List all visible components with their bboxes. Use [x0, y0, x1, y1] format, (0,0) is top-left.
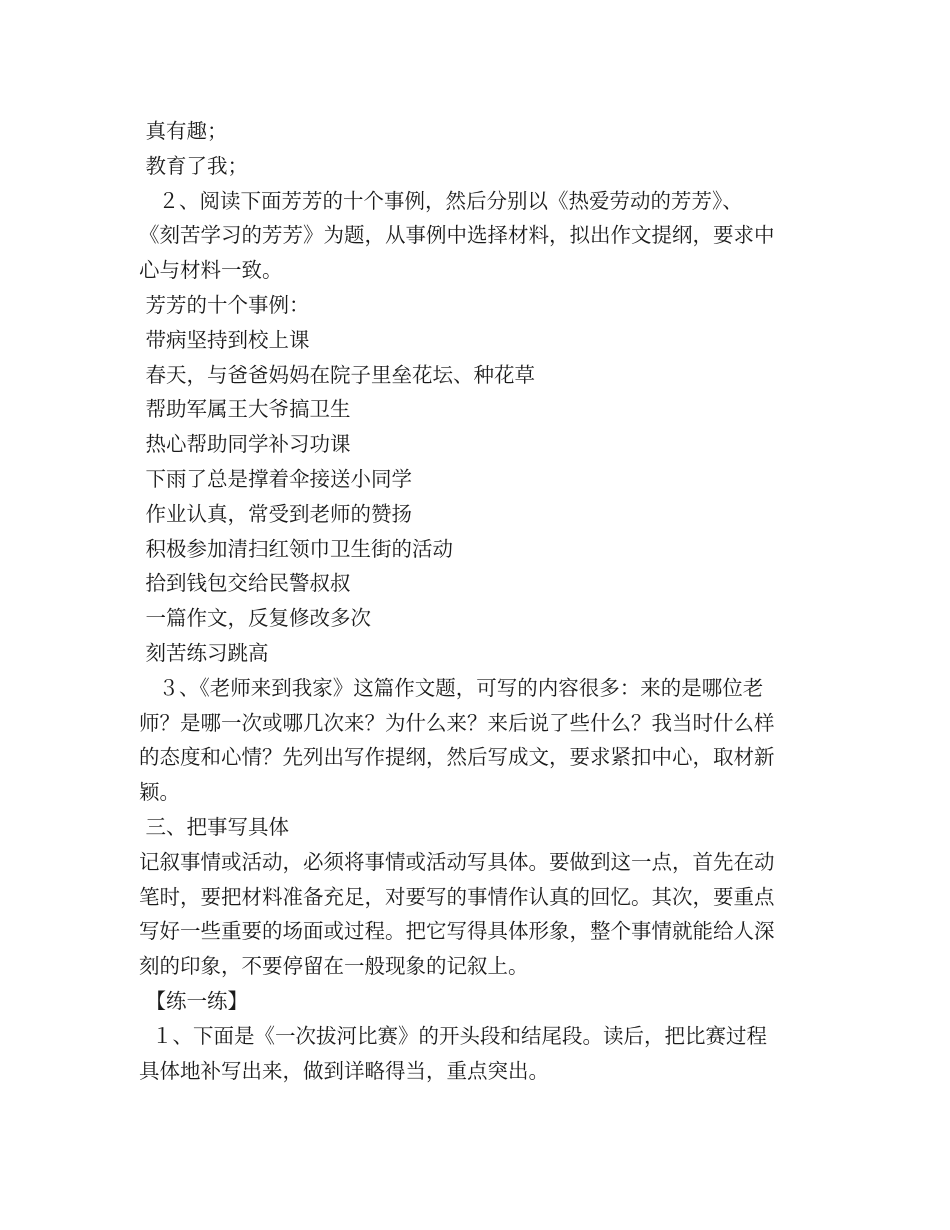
text-line: 的态度和心情？先列出写作提纲，然后写成文，要求紧扣中心，取材新 — [139, 745, 775, 770]
text-line: 《刻苦学习的芳芳》为题，从事例中选择材料，拟出作文提纲，要求中 — [139, 223, 775, 248]
text-line: 作业认真，常受到老师的赞扬 — [139, 501, 413, 526]
text-line: 下雨了总是撑着伞接送小同学 — [139, 467, 413, 491]
text-line: 心与材料一致。 — [139, 258, 283, 283]
text-line: 三、把事写具体 — [139, 815, 290, 839]
text-line: 笔时，要把材料准备充足，对要写的事情作认真的回忆。其次，要重点 — [139, 884, 775, 909]
text-line: 记叙事情或活动，必须将事情或活动写具体。要做到这一点，首先在动 — [139, 849, 775, 874]
text-line: 师？是哪一次或哪几次来？为什么来？来后说了些什么？我当时什么样 — [139, 710, 775, 735]
text-line: 拾到钱包交给民警叔叔 — [139, 571, 351, 596]
text-line: 颖。 — [139, 780, 180, 805]
text-line: 【练一练】 — [139, 989, 249, 1013]
text-line: 芳芳的十个事例： — [139, 293, 310, 317]
text-line: 刻苦练习跳高 — [139, 641, 269, 665]
text-line: 写好一些重要的场面或过程。把它写得具体形象，整个事情就能给人深 — [139, 919, 775, 944]
text-line: 一篇作文，反复修改多次 — [139, 606, 372, 631]
text-line: 真有趣； — [139, 119, 228, 143]
text-line: 帮助军属王大爷搞卫生 — [139, 397, 351, 422]
text-line: 刻的印象，不要停留在一般现象的记叙上。 — [139, 954, 529, 979]
text-line: 春天，与爸爸妈妈在院子里垒花坛、种花草 — [139, 362, 536, 387]
text-line: 热心帮助同学补习功课 — [139, 432, 351, 457]
text-line: 具体地补写出来，做到详略得当，重点突出。 — [139, 1058, 549, 1083]
text-line: 积极参加清扫红领巾卫生街的活动 — [139, 536, 454, 561]
text-line: 带病坚持到校上课 — [139, 327, 310, 352]
text-line: 教育了我； — [139, 153, 249, 178]
text-line: １、下面是《一次拔河比赛》的开头段和结尾段。读后，把比赛过程 — [139, 1023, 768, 1048]
text-line: ３、《老师来到我家》这篇作文题，可写的内容很多：来的是哪位老 — [139, 675, 764, 700]
text-line: ２、阅读下面芳芳的十个事例，然后分别以《热爱劳动的芳芳》、 — [139, 188, 743, 213]
